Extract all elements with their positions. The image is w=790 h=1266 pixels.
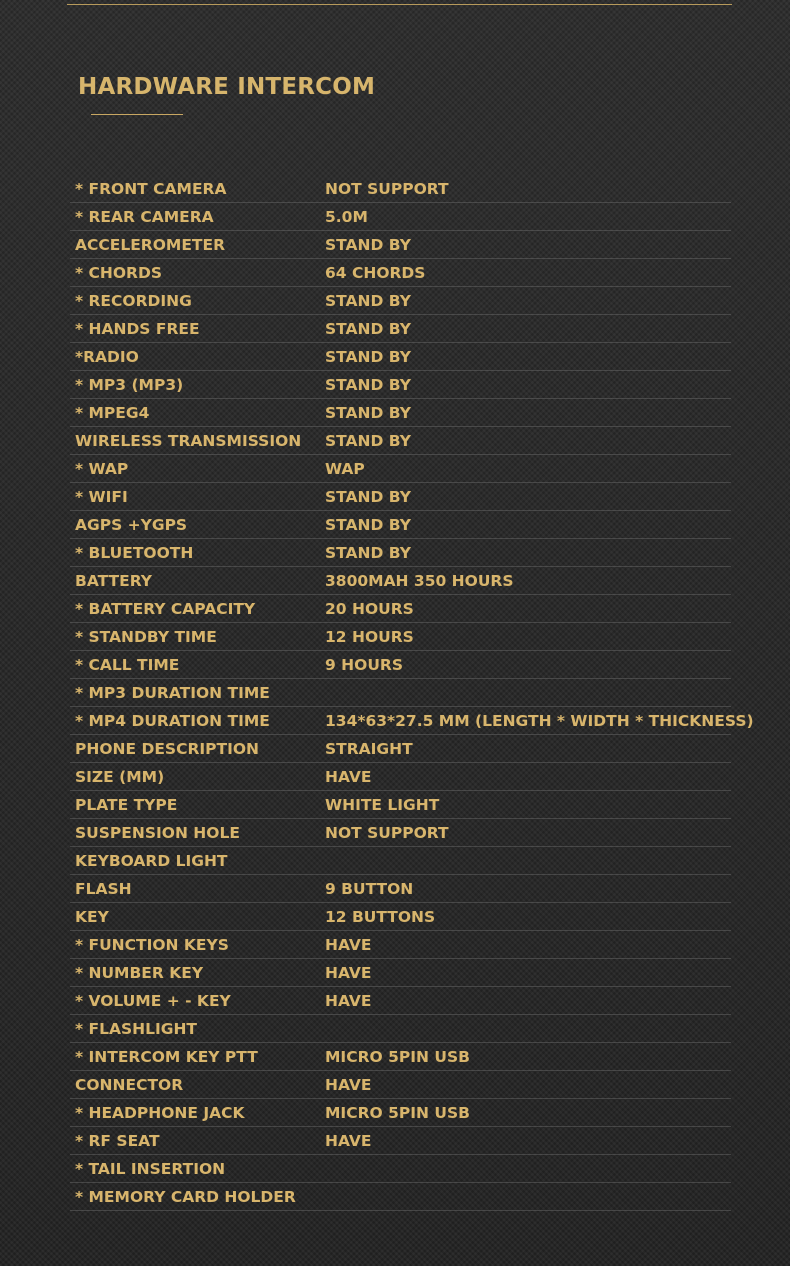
spec-label: * RECORDING bbox=[75, 292, 192, 310]
spec-value: STAND BY bbox=[325, 320, 411, 338]
spec-value: HAVE bbox=[325, 936, 372, 954]
spec-row bbox=[70, 1127, 731, 1155]
spec-row bbox=[70, 539, 731, 567]
spec-value: STAND BY bbox=[325, 236, 411, 254]
spec-row bbox=[70, 707, 754, 735]
spec-label: KEYBOARD LIGHT bbox=[75, 852, 228, 870]
spec-label: * CHORDS bbox=[75, 264, 162, 282]
spec-label: * HEADPHONE JACK bbox=[75, 1104, 245, 1122]
spec-row bbox=[70, 847, 731, 875]
spec-label: * FLASHLIGHT bbox=[75, 1020, 198, 1038]
spec-value: STAND BY bbox=[325, 544, 411, 562]
spec-label: * MP3 DURATION TIME bbox=[75, 684, 270, 702]
spec-value: STAND BY bbox=[325, 348, 411, 366]
spec-label: SUSPENSION HOLE bbox=[75, 824, 240, 842]
spec-row bbox=[70, 1155, 731, 1183]
spec-value: 64 CHORDS bbox=[325, 264, 426, 282]
spec-value: STRAIGHT bbox=[325, 740, 413, 758]
spec-row bbox=[70, 931, 731, 959]
spec-row bbox=[70, 1043, 731, 1071]
spec-label: * NUMBER KEY bbox=[75, 964, 204, 982]
spec-label: PLATE TYPE bbox=[75, 796, 178, 814]
spec-label: * FRONT CAMERA bbox=[75, 180, 227, 198]
spec-value: STAND BY bbox=[325, 516, 411, 534]
spec-row bbox=[70, 231, 731, 259]
spec-row bbox=[70, 791, 731, 819]
spec-label: * MEMORY CARD HOLDER bbox=[75, 1188, 296, 1206]
spec-value: STAND BY bbox=[325, 488, 411, 506]
spec-row bbox=[70, 175, 731, 203]
spec-value: 12 BUTTONS bbox=[325, 908, 436, 926]
spec-row bbox=[70, 399, 731, 427]
spec-label: SIZE (MM) bbox=[75, 768, 165, 786]
spec-row bbox=[70, 595, 731, 623]
spec-value: STAND BY bbox=[325, 404, 411, 422]
spec-row bbox=[70, 875, 731, 903]
spec-label: * MPEG4 bbox=[75, 404, 150, 422]
spec-value: STAND BY bbox=[325, 432, 411, 450]
spec-value: MICRO 5PIN USB bbox=[325, 1048, 470, 1066]
spec-row bbox=[70, 455, 731, 483]
spec-label: * REAR CAMERA bbox=[75, 208, 214, 226]
spec-value: 12 HOURS bbox=[325, 628, 414, 646]
spec-value: NOT SUPPORT bbox=[325, 180, 449, 198]
spec-value: MICRO 5PIN USB bbox=[325, 1104, 470, 1122]
spec-label: * BATTERY CAPACITY bbox=[75, 600, 256, 618]
spec-row bbox=[70, 735, 731, 763]
spec-value: HAVE bbox=[325, 1076, 372, 1094]
spec-row bbox=[70, 511, 731, 539]
spec-label: * STANDBY TIME bbox=[75, 628, 217, 646]
spec-value: HAVE bbox=[325, 964, 372, 982]
spec-row bbox=[70, 1015, 731, 1043]
spec-label: * TAIL INSERTION bbox=[75, 1160, 226, 1178]
spec-label: * FUNCTION KEYS bbox=[75, 936, 229, 954]
spec-label: BATTERY bbox=[75, 572, 153, 590]
title-underline bbox=[91, 114, 183, 115]
spec-row bbox=[70, 651, 731, 679]
spec-label: * WIFI bbox=[75, 488, 128, 506]
spec-label: * INTERCOM KEY PTT bbox=[75, 1048, 258, 1066]
spec-label: *RADIO bbox=[75, 348, 139, 366]
spec-label: * VOLUME + - KEY bbox=[75, 992, 231, 1010]
spec-row bbox=[70, 427, 731, 455]
spec-row bbox=[70, 987, 731, 1015]
spec-label: * WAP bbox=[75, 460, 129, 478]
spec-value: HAVE bbox=[325, 1132, 372, 1150]
spec-row bbox=[70, 1071, 731, 1099]
spec-row bbox=[70, 371, 731, 399]
spec-table bbox=[70, 175, 754, 1211]
spec-value: WHITE LIGHT bbox=[325, 796, 440, 814]
spec-value: STAND BY bbox=[325, 292, 411, 310]
spec-label: * CALL TIME bbox=[75, 656, 180, 674]
spec-value: STAND BY bbox=[325, 376, 411, 394]
spec-row bbox=[70, 903, 731, 931]
spec-label: * BLUETOOTH bbox=[75, 544, 194, 562]
spec-row bbox=[70, 623, 731, 651]
spec-value: 3800MAH 350 HOURS bbox=[325, 572, 514, 590]
spec-row bbox=[70, 287, 731, 315]
spec-value: WAP bbox=[325, 460, 365, 478]
spec-value: 5.0M bbox=[325, 208, 368, 226]
spec-label: * HANDS FREE bbox=[75, 320, 200, 338]
spec-value: HAVE bbox=[325, 992, 372, 1010]
spec-row bbox=[70, 679, 731, 707]
spec-row bbox=[70, 315, 731, 343]
spec-row bbox=[70, 1099, 731, 1127]
spec-label: * RF SEAT bbox=[75, 1132, 160, 1150]
spec-label: * MP4 DURATION TIME bbox=[75, 712, 270, 730]
spec-label: ACCELEROMETER bbox=[75, 236, 226, 254]
spec-row bbox=[70, 203, 731, 231]
spec-label: PHONE DESCRIPTION bbox=[75, 740, 260, 758]
spec-row bbox=[70, 259, 731, 287]
spec-row bbox=[70, 763, 731, 791]
spec-row bbox=[70, 819, 731, 847]
spec-value: NOT SUPPORT bbox=[325, 824, 449, 842]
spec-value: 134*63*27.5 MM (LENGTH * WIDTH * THICKNESS) bbox=[325, 712, 754, 730]
spec-row bbox=[70, 567, 731, 595]
spec-value: HAVE bbox=[325, 768, 372, 786]
spec-value: 9 BUTTON bbox=[325, 880, 414, 898]
spec-value: 20 HOURS bbox=[325, 600, 414, 618]
spec-label: KEY bbox=[75, 908, 109, 926]
spec-label: WIRELESS TRANSMISSION bbox=[75, 432, 302, 450]
spec-label: AGPS +YGPS bbox=[75, 516, 188, 534]
spec-label: * MP3 (MP3) bbox=[75, 376, 184, 394]
spec-label: CONNECTOR bbox=[75, 1076, 184, 1094]
section-title: HARDWARE INTERCOM bbox=[78, 74, 376, 100]
spec-row bbox=[70, 1183, 731, 1211]
spec-row bbox=[70, 483, 731, 511]
top-divider bbox=[67, 4, 732, 5]
spec-value: 9 HOURS bbox=[325, 656, 404, 674]
spec-row bbox=[70, 343, 731, 371]
spec-label: FLASH bbox=[75, 880, 132, 898]
spec-row bbox=[70, 959, 731, 987]
